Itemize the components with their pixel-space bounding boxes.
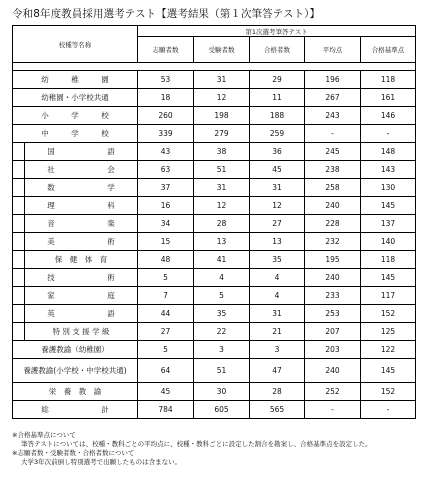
table-cell: 15: [138, 233, 194, 251]
table-cell: 260: [138, 107, 194, 125]
table-cell: -: [305, 125, 361, 143]
table-cell: 18: [138, 89, 194, 107]
indent-cell: [13, 233, 25, 251]
table-cell: 252: [305, 383, 361, 401]
row-label: 保 健 体 育: [25, 251, 138, 269]
table-cell: 30: [194, 383, 250, 401]
table-cell: 565: [250, 401, 305, 419]
column-header: 志願者数: [138, 37, 194, 63]
table-row-subject: [13, 305, 416, 323]
table-cell: 279: [194, 125, 250, 143]
table-cell: 35: [194, 305, 250, 323]
table-cell: 4: [250, 287, 305, 305]
table-cell: 45: [250, 161, 305, 179]
table-cell: 240: [305, 197, 361, 215]
group-header: 第1次選考筆答テスト: [138, 26, 416, 37]
table-cell: 5: [138, 269, 194, 287]
table-cell: 35: [250, 251, 305, 269]
table-cell: 31: [250, 179, 305, 197]
table-cell: 243: [305, 107, 361, 125]
table-cell: 188: [250, 107, 305, 125]
table-cell: 11: [250, 89, 305, 107]
table-cell: 27: [250, 215, 305, 233]
column-header: 受験者数: [194, 37, 250, 63]
table-cell: 38: [194, 143, 250, 161]
table-cell: 784: [138, 401, 194, 419]
indent-cell: [13, 323, 25, 341]
table-cell: 21: [250, 323, 305, 341]
table-row: [13, 71, 416, 89]
footnotes: [12, 431, 372, 467]
row-label: 幼稚園・小学校共通: [13, 89, 138, 107]
table-row-subject: [13, 143, 416, 161]
table-cell: 12: [194, 89, 250, 107]
table-cell: 117: [361, 287, 416, 305]
table-row-subject: [13, 269, 416, 287]
table-cell: 53: [138, 71, 194, 89]
table-cell: 339: [138, 125, 194, 143]
table-cell: 233: [305, 287, 361, 305]
row-label: 栄 養 教 諭: [13, 383, 138, 401]
table-row: [13, 359, 416, 383]
table-cell: 48: [138, 251, 194, 269]
table-cell: 137: [361, 215, 416, 233]
footnote-heading: ※合格基準点について: [12, 431, 76, 439]
indent-cell: [13, 215, 25, 233]
table-row-subject: [13, 179, 416, 197]
table-cell: 12: [250, 197, 305, 215]
table-cell: 195: [305, 251, 361, 269]
table-cell: 152: [361, 305, 416, 323]
results-table: [12, 25, 416, 419]
table-row-total: [13, 401, 416, 419]
table-cell: 34: [138, 215, 194, 233]
table-body: [13, 63, 416, 419]
table-cell: 44: [138, 305, 194, 323]
table-cell: 198: [194, 107, 250, 125]
footnote-text: 筆答テストについては、校種・教科ごとの平均点に、校種・教科ごとに設定した割合を勘案し、合格基準点を設定した。: [21, 440, 372, 448]
table-row: [13, 341, 416, 359]
table-cell: 253: [305, 305, 361, 323]
row-label: 特 別 支 援 学 級: [25, 323, 138, 341]
table-cell: 28: [250, 383, 305, 401]
row-label: 養護教諭(小学校・中学校共通): [13, 359, 138, 383]
column-header: 合格者数: [250, 37, 305, 63]
table-cell: 161: [361, 89, 416, 107]
table-cell: 152: [361, 383, 416, 401]
table-cell: 12: [194, 197, 250, 215]
table-row-subject: [13, 287, 416, 305]
table-cell: 51: [194, 359, 250, 383]
table-cell: 145: [361, 359, 416, 383]
table-cell: 228: [305, 215, 361, 233]
footnote-heading: ※志願者数・受験者数・合格者数について: [12, 449, 135, 457]
table-cell: 118: [361, 71, 416, 89]
table-cell: 47: [250, 359, 305, 383]
table-cell: 5: [194, 287, 250, 305]
table-cell: 43: [138, 143, 194, 161]
table-cell: 245: [305, 143, 361, 161]
table-cell: 267: [305, 89, 361, 107]
table-cell: 31: [194, 71, 250, 89]
table-cell: 259: [250, 125, 305, 143]
table-cell: 240: [305, 359, 361, 383]
row-label: 美 術: [25, 233, 138, 251]
spacer-row: [13, 63, 416, 71]
table-cell: 51: [194, 161, 250, 179]
table-cell: 7: [138, 287, 194, 305]
table-cell: 148: [361, 143, 416, 161]
table-cell: 4: [250, 269, 305, 287]
table-row-subject: [13, 215, 416, 233]
table-row: [13, 107, 416, 125]
table-cell: 41: [194, 251, 250, 269]
table-cell: 16: [138, 197, 194, 215]
table-cell: 145: [361, 197, 416, 215]
row-label: 養護教諭（幼稚園）: [13, 341, 138, 359]
row-label: 理 科: [25, 197, 138, 215]
table-cell: 196: [305, 71, 361, 89]
table-cell: 258: [305, 179, 361, 197]
table-row-subject: [13, 323, 416, 341]
table-cell: 143: [361, 161, 416, 179]
table-cell: 118: [361, 251, 416, 269]
table-cell: 3: [194, 341, 250, 359]
document-title: 令和8年度教員採用選考テスト【選考結果（第１次筆答テスト）】: [12, 8, 321, 20]
row-label: 中 学 校: [13, 125, 138, 143]
table-cell: 4: [194, 269, 250, 287]
indent-cell: [13, 287, 25, 305]
table-row-subject: [13, 251, 416, 269]
column-header: 平均点: [305, 37, 361, 63]
row-label: 家 庭: [25, 287, 138, 305]
table-cell: 22: [194, 323, 250, 341]
table-cell: 5: [138, 341, 194, 359]
table-cell: 13: [194, 233, 250, 251]
table-cell: 145: [361, 269, 416, 287]
table-cell: -: [361, 401, 416, 419]
table-cell: 240: [305, 269, 361, 287]
indent-cell: [13, 161, 25, 179]
row-label: 英 語: [25, 305, 138, 323]
indent-cell: [13, 197, 25, 215]
column-header: 合格基準点: [361, 37, 416, 63]
table-cell: 45: [138, 383, 194, 401]
indent-cell: [13, 269, 25, 287]
table-row: [13, 89, 416, 107]
table-cell: 29: [250, 71, 305, 89]
indent-cell: [13, 179, 25, 197]
footnote-text: 大学3年次前倒し特別選考で出願したものは含まない。: [21, 458, 182, 466]
row-label: 技 術: [25, 269, 138, 287]
table-cell: 140: [361, 233, 416, 251]
table-cell: 28: [194, 215, 250, 233]
row-label: 社 会: [25, 161, 138, 179]
table-row-subject: [13, 197, 416, 215]
table-row-subject: [13, 161, 416, 179]
row-label: 幼 稚 園: [13, 71, 138, 89]
row-label: 総 計: [13, 401, 138, 419]
table-cell: 232: [305, 233, 361, 251]
indent-cell: [13, 305, 25, 323]
table-cell: 27: [138, 323, 194, 341]
corner-header: 校種等名称: [13, 26, 138, 63]
table-cell: 63: [138, 161, 194, 179]
table-cell: 36: [250, 143, 305, 161]
indent-cell: [13, 143, 25, 161]
table-cell: -: [361, 125, 416, 143]
table-cell: 125: [361, 323, 416, 341]
table-cell: 207: [305, 323, 361, 341]
table-row: [13, 125, 416, 143]
table-cell: 31: [250, 305, 305, 323]
table-cell: 64: [138, 359, 194, 383]
table-cell: 146: [361, 107, 416, 125]
table-cell: -: [305, 401, 361, 419]
table-row: [13, 383, 416, 401]
table-cell: 31: [194, 179, 250, 197]
indent-cell: [13, 251, 25, 269]
row-label: 数 学: [25, 179, 138, 197]
table-cell: 122: [361, 341, 416, 359]
table-cell: 605: [194, 401, 250, 419]
table-cell: 203: [305, 341, 361, 359]
table-cell: 130: [361, 179, 416, 197]
table-cell: 3: [250, 341, 305, 359]
row-label: 国 語: [25, 143, 138, 161]
row-label: 小 学 校: [13, 107, 138, 125]
table-cell: 37: [138, 179, 194, 197]
table-row-subject: [13, 233, 416, 251]
table-cell: 238: [305, 161, 361, 179]
table-cell: 13: [250, 233, 305, 251]
row-label: 音 楽: [25, 215, 138, 233]
